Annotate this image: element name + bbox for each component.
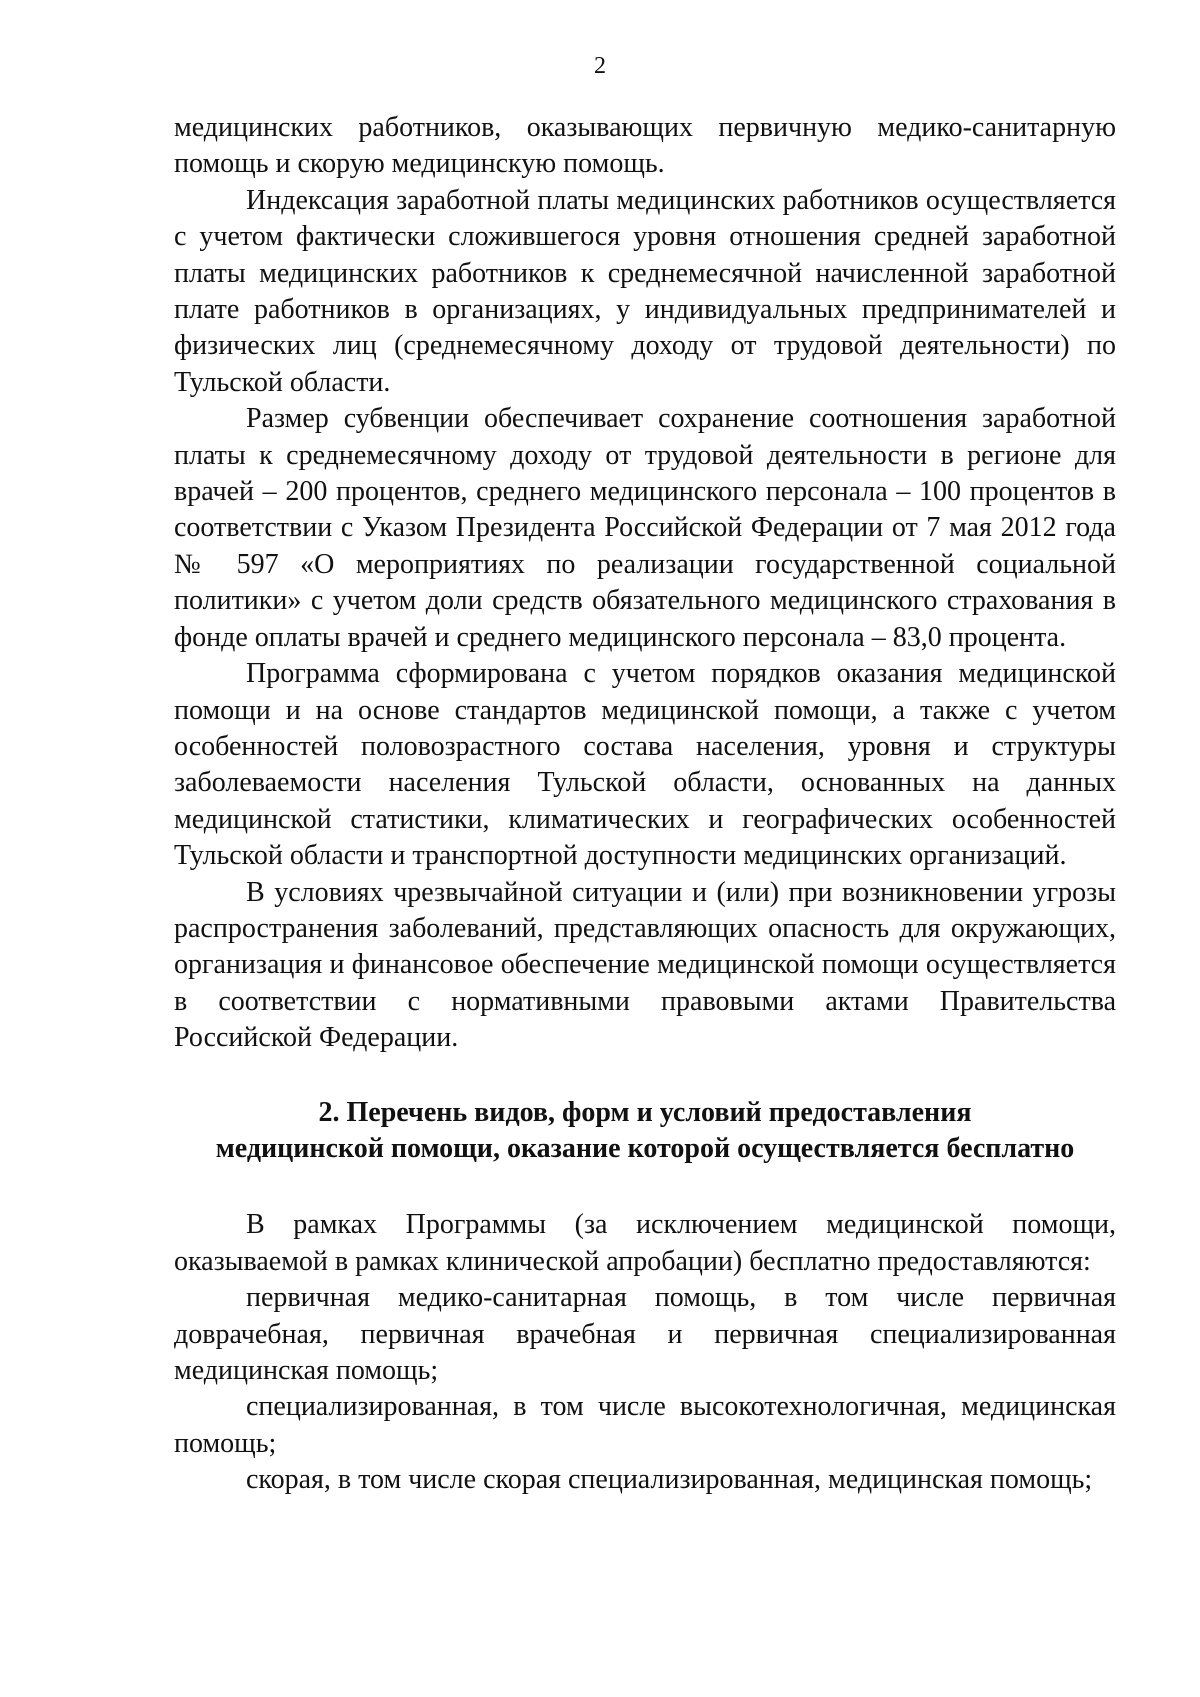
list-item: первичная медико-санитарная помощь, в том числе первичная доврачебная, первичная врачебная и первичная специализированная медицинская помощь; bbox=[174, 1282, 1116, 1386]
paragraph-program-scope: В рамках Программы (за исключением медицинской помощи, оказываемой в рамках клинической апробации) бесплатно предоставляются: bbox=[174, 1209, 1116, 1277]
list-item: скорая, в том числе скорая специализированная, медицинская помощь; bbox=[246, 1464, 1093, 1496]
document-body bbox=[174, 110, 1116, 1499]
paragraph-continuation: медицинских работников, оказывающих первичную медико-санитарную помощь и скорую медицинскую помощь. bbox=[174, 112, 1116, 180]
paragraph-salary-indexation: Индексация заработной платы медицинских работников осуществляется с учетом фактически сложившегося уровня отношения средней заработной платы медицинских работников к среднемесячной начисленной заработной плате работников в организациях, у индивидуальных предпринимателей и физических лиц (среднемесячному доходу от трудовой деятельности) по Тульской области. bbox=[174, 184, 1116, 398]
section-heading-line: медицинской помощи, оказание которой осуществляется бесплатно bbox=[215, 1132, 1075, 1164]
section-heading-line: 2. Перечень видов, форм и условий предоставления bbox=[318, 1096, 972, 1128]
paragraph-emergency: В условиях чрезвычайной ситуации и (или) при возникновении угрозы распространения заболеваний, представляющих опасность для окружающих, организация и финансовое обеспечение медицинской помощи осуществляется в соответствии с нормативными правовыми актами Правительства Российской Федерации. bbox=[174, 876, 1116, 1054]
section-heading bbox=[174, 1095, 1116, 1168]
paragraph-program-formation: Программа сформирована с учетом порядков оказания медицинской помощи и на основе стандартов медицинской помощи, а также с учетом особенностей половозрастного состава населения, уровня и структуры заболеваемости населения Тульской области, основанных на данных медицинской статистики, климатических и географических особенностей Тульской области и транспортной доступности медицинских организаций. bbox=[174, 658, 1116, 872]
paragraph-subvention: Размер субвенции обеспечивает сохранение соотношения заработной платы к среднемесячному доходу от трудовой деятельности в регионе для врачей – 200 процентов, среднего медицинского персонала – 100 процентов в соответствии с Указом Президента Российской Федерации от 7 мая 2012 года № 597 «О мероприятиях по реализации государственной социальной политики» с учетом доли средств обязательного медицинского страхования в фонде оплаты врачей и среднего медицинского персонала – 83,0 процента. bbox=[174, 403, 1116, 653]
page-number: 2 bbox=[594, 53, 606, 79]
list-item: специализированная, в том числе высокотехнологичная, медицинская помощь; bbox=[174, 1391, 1116, 1459]
